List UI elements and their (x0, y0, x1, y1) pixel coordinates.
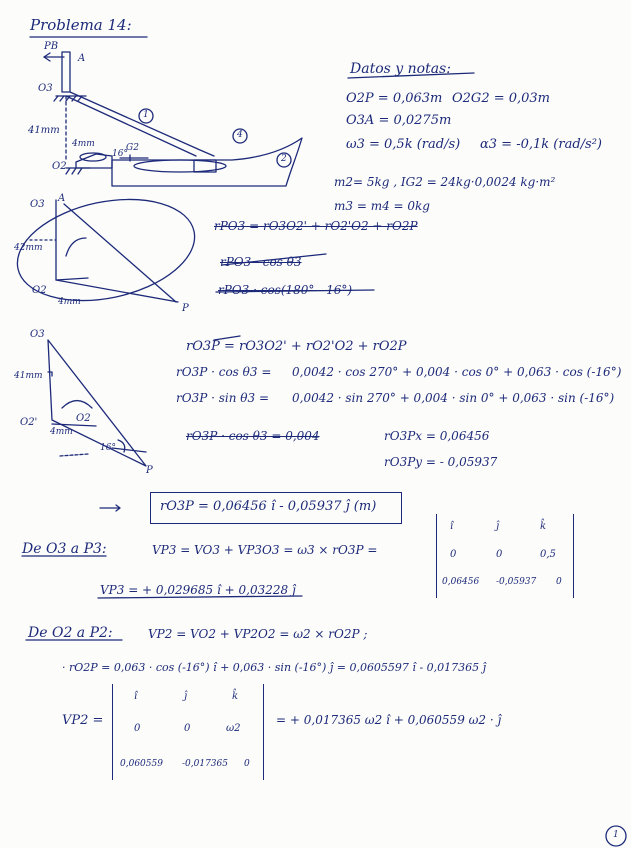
section-O3-P3-result: VP3 = + 0,029685 î + 0,03228 ĵ (100, 583, 296, 597)
sin-equation-right: 0,0042 · sin 270° + 0,004 · sin 0° + 0,063 · sin (-16°) (292, 391, 615, 405)
data-line-o3a: O3A = 0,0275m (346, 113, 452, 128)
cos-equation-left: rO3P · cos θ3 = (176, 365, 272, 379)
det2-row2-a: 0 (134, 723, 141, 734)
det1-row1-k: k̂ (540, 521, 547, 532)
det2-row1-i: î (134, 691, 138, 702)
fig1-label-force: PB (44, 41, 59, 52)
fig1-circle-1: 1 (143, 110, 149, 120)
rO3Px-result: rO3Px = 0,06456 (384, 429, 490, 443)
fig2-label-P: P (182, 303, 189, 314)
mechanism-figure (44, 52, 302, 186)
problem-title: Problema 14: (30, 16, 132, 34)
data-line-o2g2: O2G2 = 0,03m (452, 91, 551, 106)
fig1-circle-2: 2 (281, 154, 287, 164)
det2-row3-b: -0,017365 (182, 759, 228, 769)
rO2P-equation: · rO2P = 0,063 · cos (-16°) î + 0,063 · sin (-16°) ĵ = 0,0605597 î - 0,017365 ĵ (62, 661, 487, 674)
data-line-mass2: m2= 5kg , IG2 = 24kg·0,0024 kg·m² (334, 175, 556, 189)
section-O3-P3-equation: VP3 = VO3 + VP3O3 = ω3 × rO3P = (152, 543, 378, 557)
fig1-label-O3: O3 (38, 83, 53, 94)
vector-equation: rO3P = rO3O2' + rO2'O2 + rO2P (186, 339, 407, 354)
fig3-label-41mm: 41mm (14, 371, 43, 381)
cos-equation-right: 0,0042 · cos 270° + 0,004 · cos 0° + 0,063 · cos (-16°) (292, 365, 622, 379)
fig3-label-O2p: O2' (20, 417, 38, 428)
det1-row2-b: 0 (496, 549, 503, 560)
fig1-label-4mm: 4mm (72, 139, 95, 149)
fig2-label-A: A (58, 193, 66, 204)
section-O2-P2-header: De O2 a P2: (28, 625, 113, 641)
fig3-label-O2: O2 (76, 413, 91, 424)
fig3-label-4mm: 4mm (50, 427, 73, 437)
fig2-label-O2: O2 (32, 285, 47, 296)
triangle-figure (48, 340, 146, 466)
rO3Py-result: rO3Py = - 0,05937 (384, 455, 498, 469)
struck-cos-result: rO3P · cos θ3 = 0,004 (186, 429, 320, 443)
section-O2-P2-equation: VP2 = VO2 + VP2O2 = ω2 × rO2P ; (148, 627, 368, 641)
data-line-omega3: ω3 = 0,5k (rad/s) (346, 137, 461, 152)
det1-row1-j: ĵ (496, 521, 500, 532)
data-notes-title: Datos y notas: (350, 61, 451, 77)
fig1-label-16: 16° (112, 149, 128, 159)
sin-equation-left: rO3P · sin θ3 = (176, 391, 269, 405)
section-O3-P3-header: De O3 a P3: (22, 541, 107, 557)
fig3-label-P: P (146, 465, 153, 476)
fig1-label-G2: G2 (126, 143, 139, 153)
det1-row3-c: 0 (556, 577, 562, 587)
det1-row2-c: 0,5 (540, 549, 556, 560)
data-line-o2p: O2P = 0,063m (346, 91, 443, 106)
VP2-result: = + 0,017365 ω2 î + 0,060559 ω2 · ĵ (276, 713, 502, 727)
det1-row1-i: î (450, 521, 454, 532)
det1-row3-b: -0,05937 (496, 577, 537, 587)
det2-row1-j: ĵ (184, 691, 188, 702)
det1-row2-a: 0 (450, 549, 457, 560)
fig2-label-O3: O3 (30, 199, 45, 210)
det1-row3-a: 0,06456 (442, 577, 480, 587)
fig1-label-41mm: 41mm (28, 125, 60, 136)
det2-row2-b: 0 (184, 723, 191, 734)
page-number: 1 (613, 830, 619, 840)
rO3P-result: rO3P = 0,06456 î - 0,05937 ĵ (m) (160, 499, 377, 514)
VP2-label: VP2 = (62, 713, 104, 728)
fig1-circle-4: 4 (237, 130, 243, 140)
struck-equation-1: rPO3 = rO3O2' + rO2'O2 + rO2P (214, 219, 418, 233)
struck-equation-2: rPO3 · cos θ3 (220, 255, 302, 269)
data-line-alpha3: α3 = -0,1k (rad/s²) (480, 137, 602, 152)
fig1-label-O2: O2 (52, 161, 67, 172)
det2-row1-k: k̂ (232, 691, 239, 702)
det2-row3-a: 0,060559 (120, 759, 163, 769)
det2-row2-c: ω2 (226, 723, 241, 734)
fig2-label-4mm: 4mm (58, 297, 81, 307)
data-line-mass34: m3 = m4 = 0kg (334, 199, 430, 213)
fig2-label-42mm: 42mm (14, 243, 43, 253)
fig1-label-A: A (78, 53, 86, 64)
fig3-label-16: 16° (100, 443, 116, 453)
fig3-label-O3: O3 (30, 329, 45, 340)
struck-equation-3: rPO3 · cos(180° - 16°) (218, 283, 353, 297)
det2-row3-c: 0 (244, 759, 250, 769)
